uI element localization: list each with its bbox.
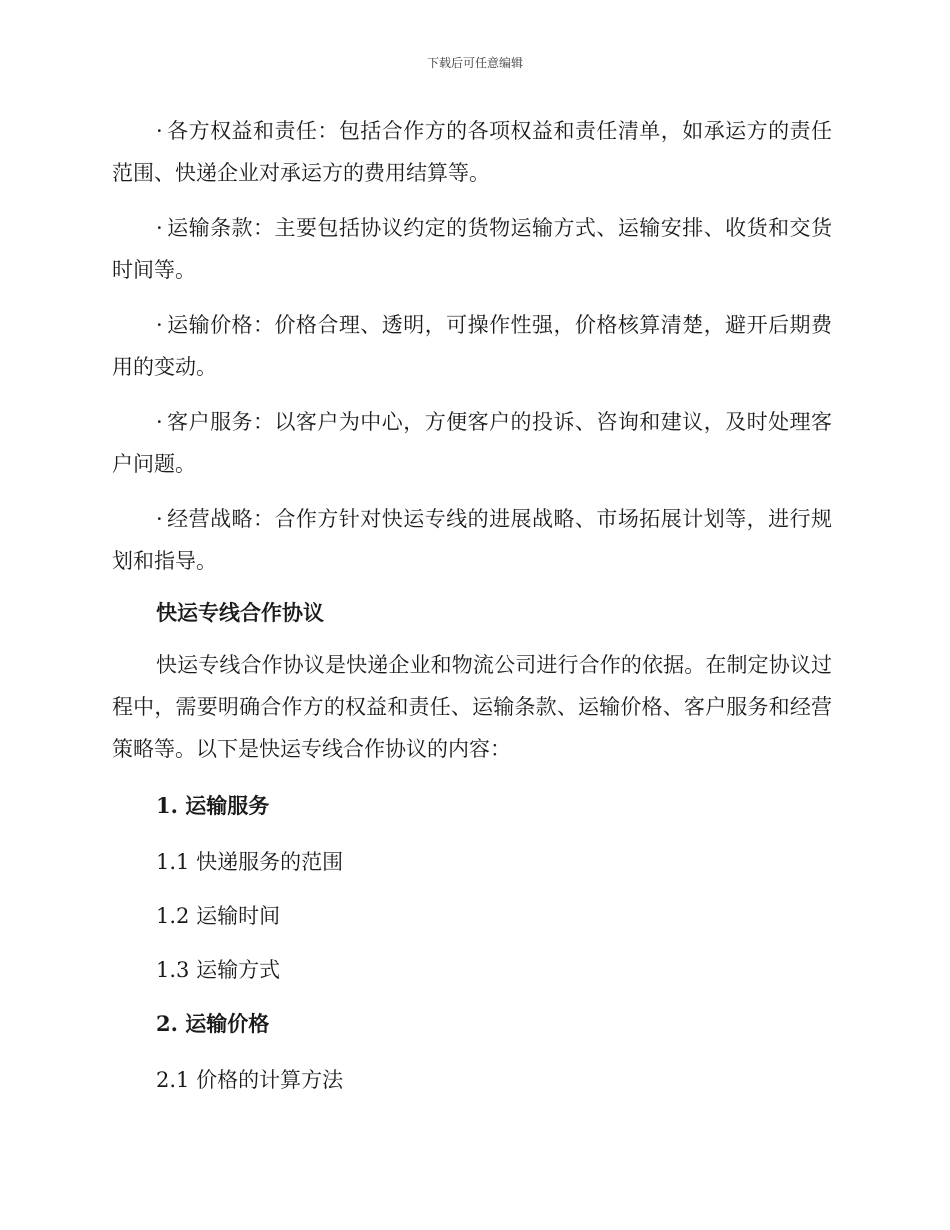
outline-item: 1.3 运输方式 [156, 958, 281, 982]
bullet-text: 运输条款：主要包括协议约定的货物运输方式、运输安排、收货和交货时间等。 [112, 216, 832, 282]
outline-item: 1.2 运输时间 [156, 904, 281, 928]
bullet-marker: · [156, 313, 163, 337]
section-title: 快运专线合作协议 [156, 600, 324, 625]
bullet-marker: · [156, 119, 163, 143]
bullet-marker: · [156, 216, 163, 240]
bullet-text: 客户服务：以客户为中心，方便客户的投诉、咨询和建议，及时处理客户问题。 [112, 410, 832, 476]
bullet-paragraph [112, 401, 832, 485]
bullet-text: 经营战略：合作方针对快运专线的进展战略、市场拓展计划等，进行规划和指导。 [112, 507, 832, 573]
outline-item: 1.1 快递服务的范围 [156, 850, 344, 874]
outline-item: 2.1 价格的计算方法 [156, 1068, 344, 1092]
document-body [112, 110, 832, 1116]
bullet-paragraph [112, 304, 832, 388]
outline-heading: 2. 运输价格 [156, 1011, 270, 1036]
page-header: 下载后可任意编辑 [426, 56, 523, 70]
bullet-paragraph [112, 207, 832, 291]
outline-heading: 1. 运输服务 [156, 793, 270, 818]
bullet-text: 各方权益和责任：包括合作方的各项权益和责任清单，如承运方的责任范围、快递企业对承运方的费用结算等。 [112, 119, 832, 185]
bullet-paragraph [112, 110, 832, 194]
bullet-marker: · [156, 507, 163, 531]
intro-paragraph: 快运专线合作协议是快递企业和物流公司进行合作的依据。在制定协议过程中，需要明确合作方的权益和责任、运输条款、运输价格、客户服务和经营策略等。以下是快运专线合作协议的内容： [112, 653, 832, 761]
bullet-text: 运输价格：价格合理、透明，可操作性强，价格核算清楚，避开后期费用的变动。 [112, 313, 832, 379]
bullet-marker: · [156, 410, 163, 434]
bullet-paragraph [112, 498, 832, 582]
